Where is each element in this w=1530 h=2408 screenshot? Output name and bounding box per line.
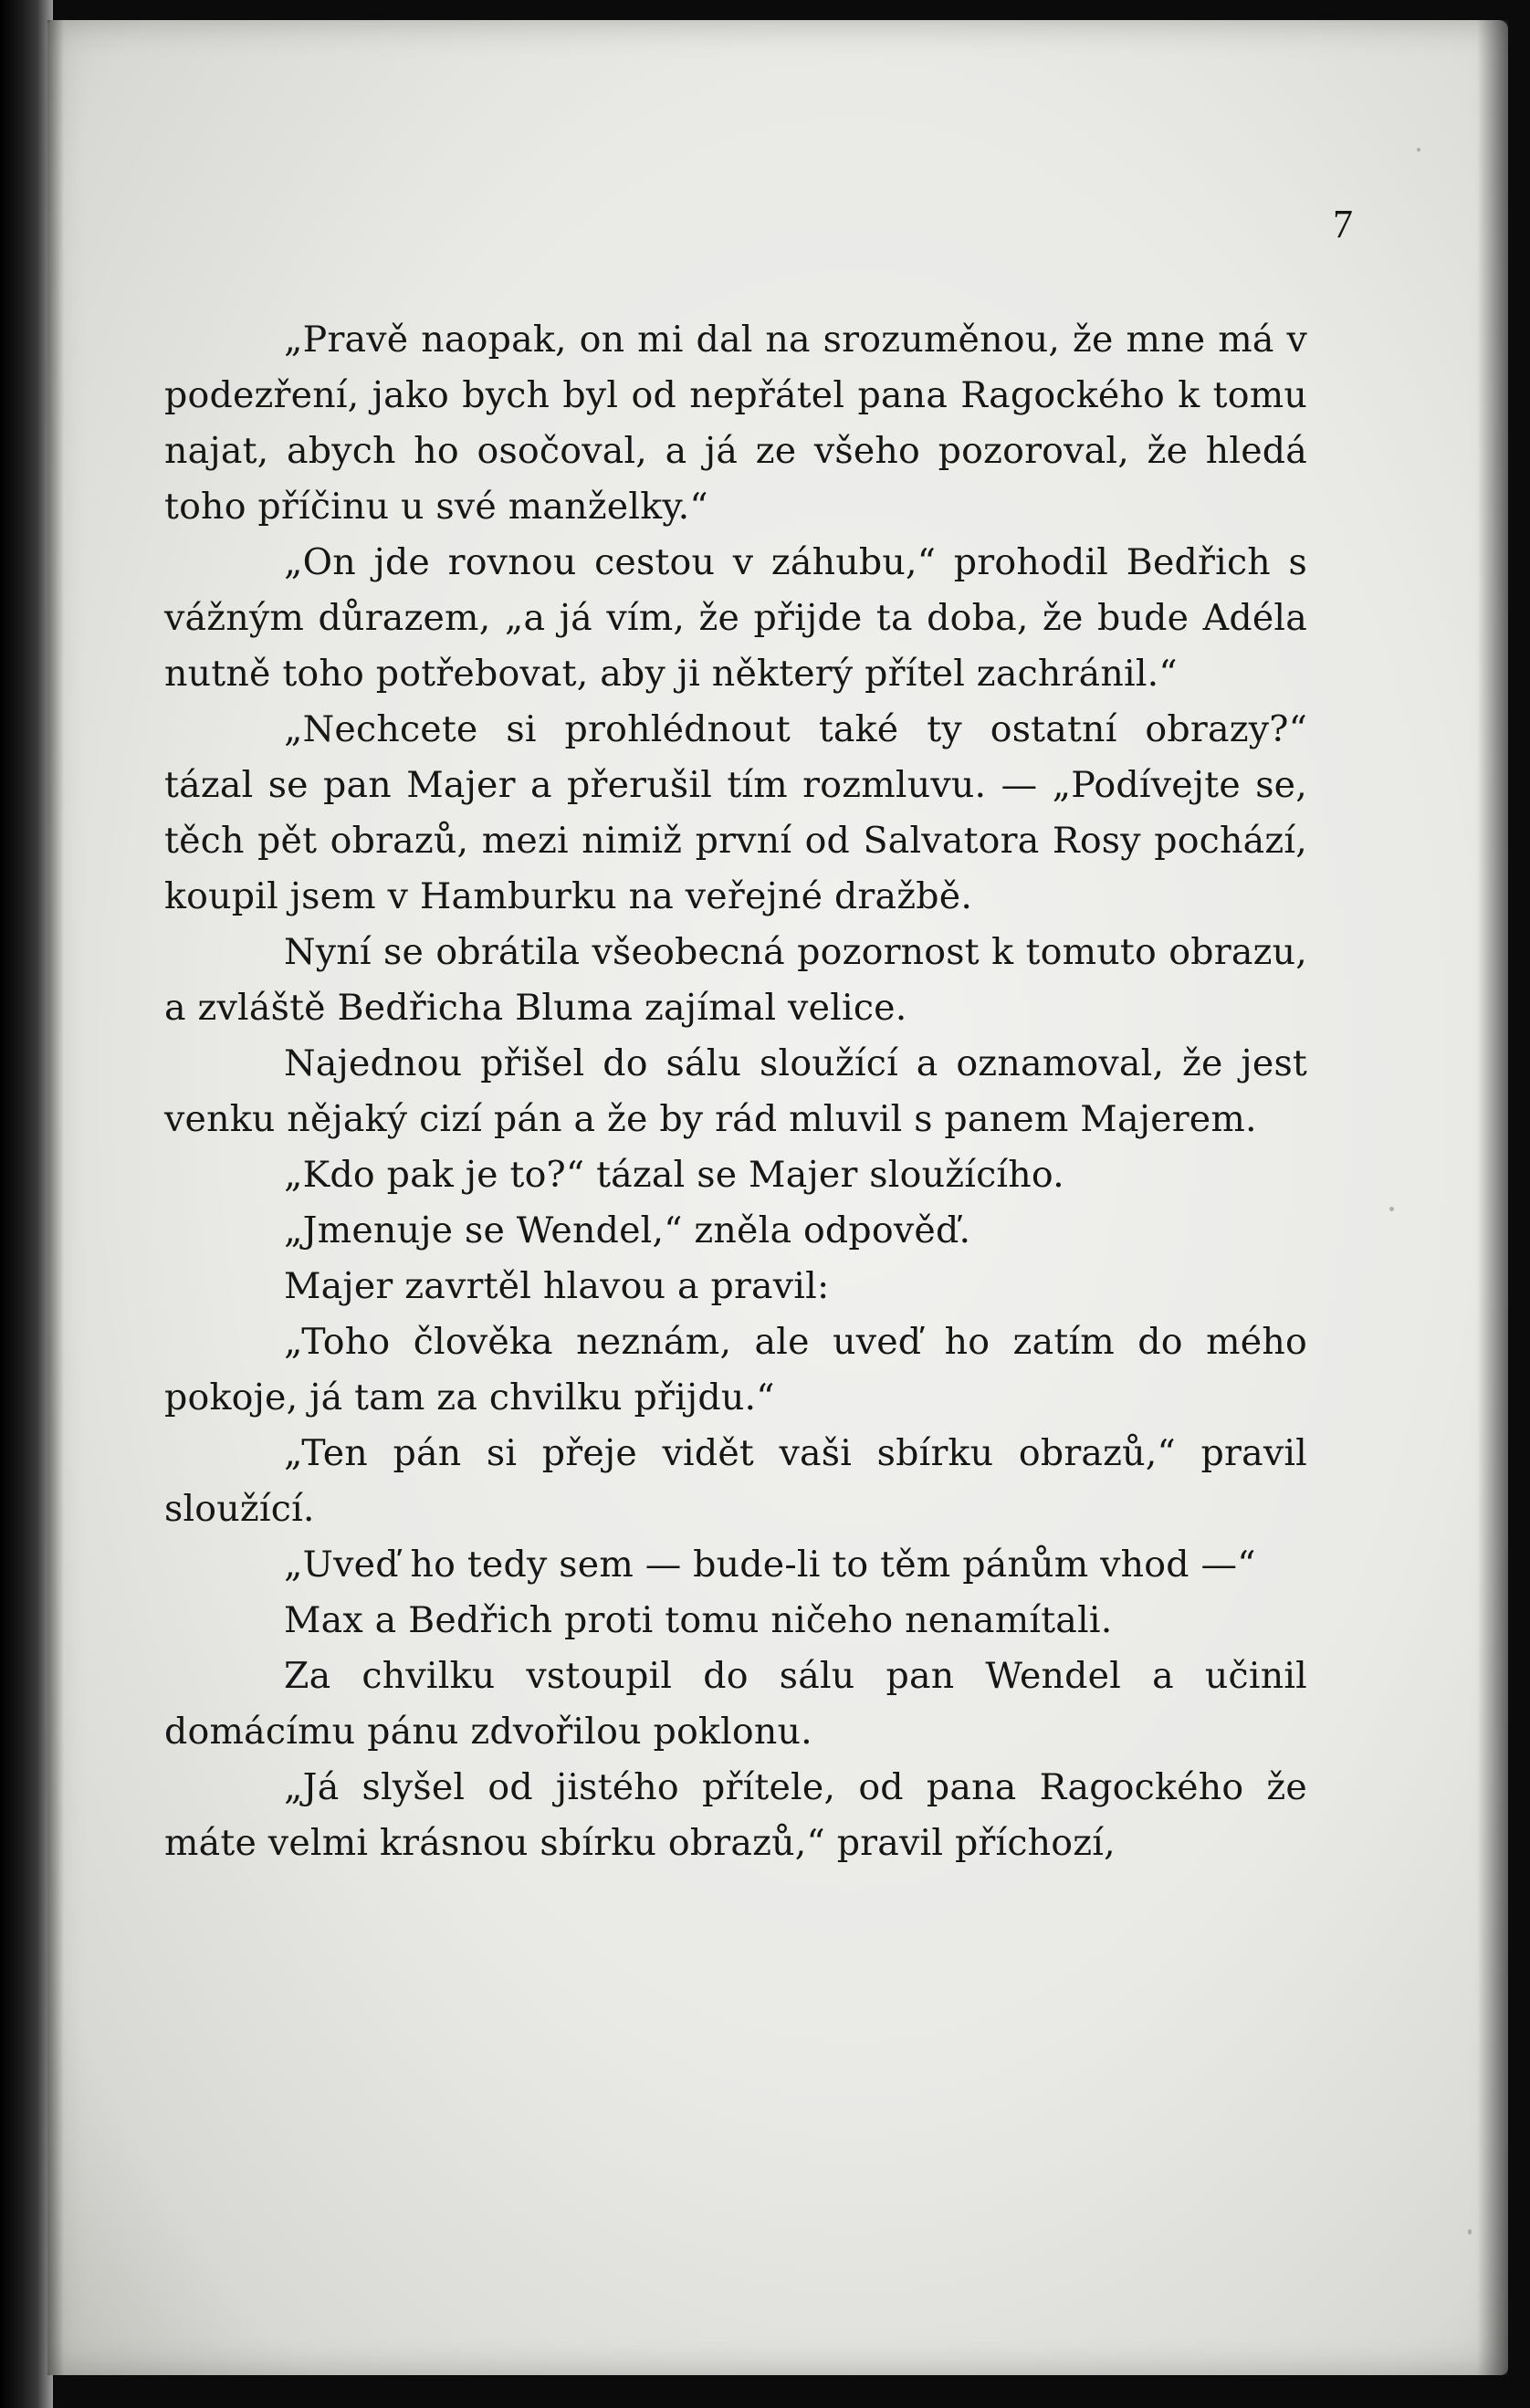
paper-speck [1389,1207,1394,1211]
paragraph: Najednou přišel do sálu sloužící a oznamoval, že jest venku nějaký cizí pán a že by rád mluvil s panem Majerem. [164,1042,1307,1140]
paragraph: „Nechcete si prohlédnout také ty ostatní obrazy?“ tázal se pan Majer a přerušil tím rozmluvu. — „Podívejte se, těch pět obrazů, mezi nimiž první od Salvatora Rosy pochází, koupil jsem v Hamburku na veřejné dražbě. [164,708,1307,917]
paragraph: „Uveď ho tedy sem — bude-li to těm pánům vhod —“ [284,1544,1256,1586]
paragraph: „Jmenuje se Wendel,“ zněla odpověď. [284,1209,971,1251]
paragraph: „Kdo pak je to?“ tázal se Majer sloužícího. [284,1154,1064,1196]
paragraph: „Já slyšel od jistého přítele, od pana Ragockého že máte velmi krásnou sbírku obrazů,“ pravil příchozí, [164,1766,1307,1864]
paragraph: „Pravě naopak, on mi dal na srozuměnou, že mne má v podezření, jako bych byl od nepřátel pana Ragockého k tomu najat, abych ho osočoval, a já ze všeho pozoroval, že hledá toho příčinu u své manželky.“ [164,319,1307,528]
paragraph: „Ten pán si přeje vidět vaši sbírku obrazů,“ pravil sloužící. [164,1432,1307,1530]
book-spine-edge [0,0,53,2408]
paragraph: „On jde rovnou cestou v záhubu,“ prohodil Bedřich s vážným důrazem, „a já vím, že přijde ta doba, že bude Adéla nutně toho potřebovat, aby ji některý přítel zachránil.“ [164,541,1307,695]
book-page [47,20,1508,2375]
paper-speck [1417,148,1420,152]
paragraph: Nyní se obrátila všeobecná pozornost k tomuto obrazu, a zvláště Bedřicha Bluma zajímal velice. [164,931,1307,1029]
paper-speck [1468,2229,1472,2235]
paragraph: Max a Bedřich proti tomu ničeho nenamítali. [284,1599,1113,1641]
body-text [164,312,1307,1871]
page-number: 7 [1333,202,1353,246]
paragraph: „Toho člověka neznám, ale uveď ho zatím do mého pokoje, já tam za chvilku přijdu.“ [164,1321,1307,1419]
paragraph: Za chvilku vstoupil do sálu pan Wendel a učinil domácímu pánu zdvořilou poklonu. [164,1655,1307,1753]
paragraph: Majer zavrtěl hlavou a pravil: [284,1265,830,1307]
